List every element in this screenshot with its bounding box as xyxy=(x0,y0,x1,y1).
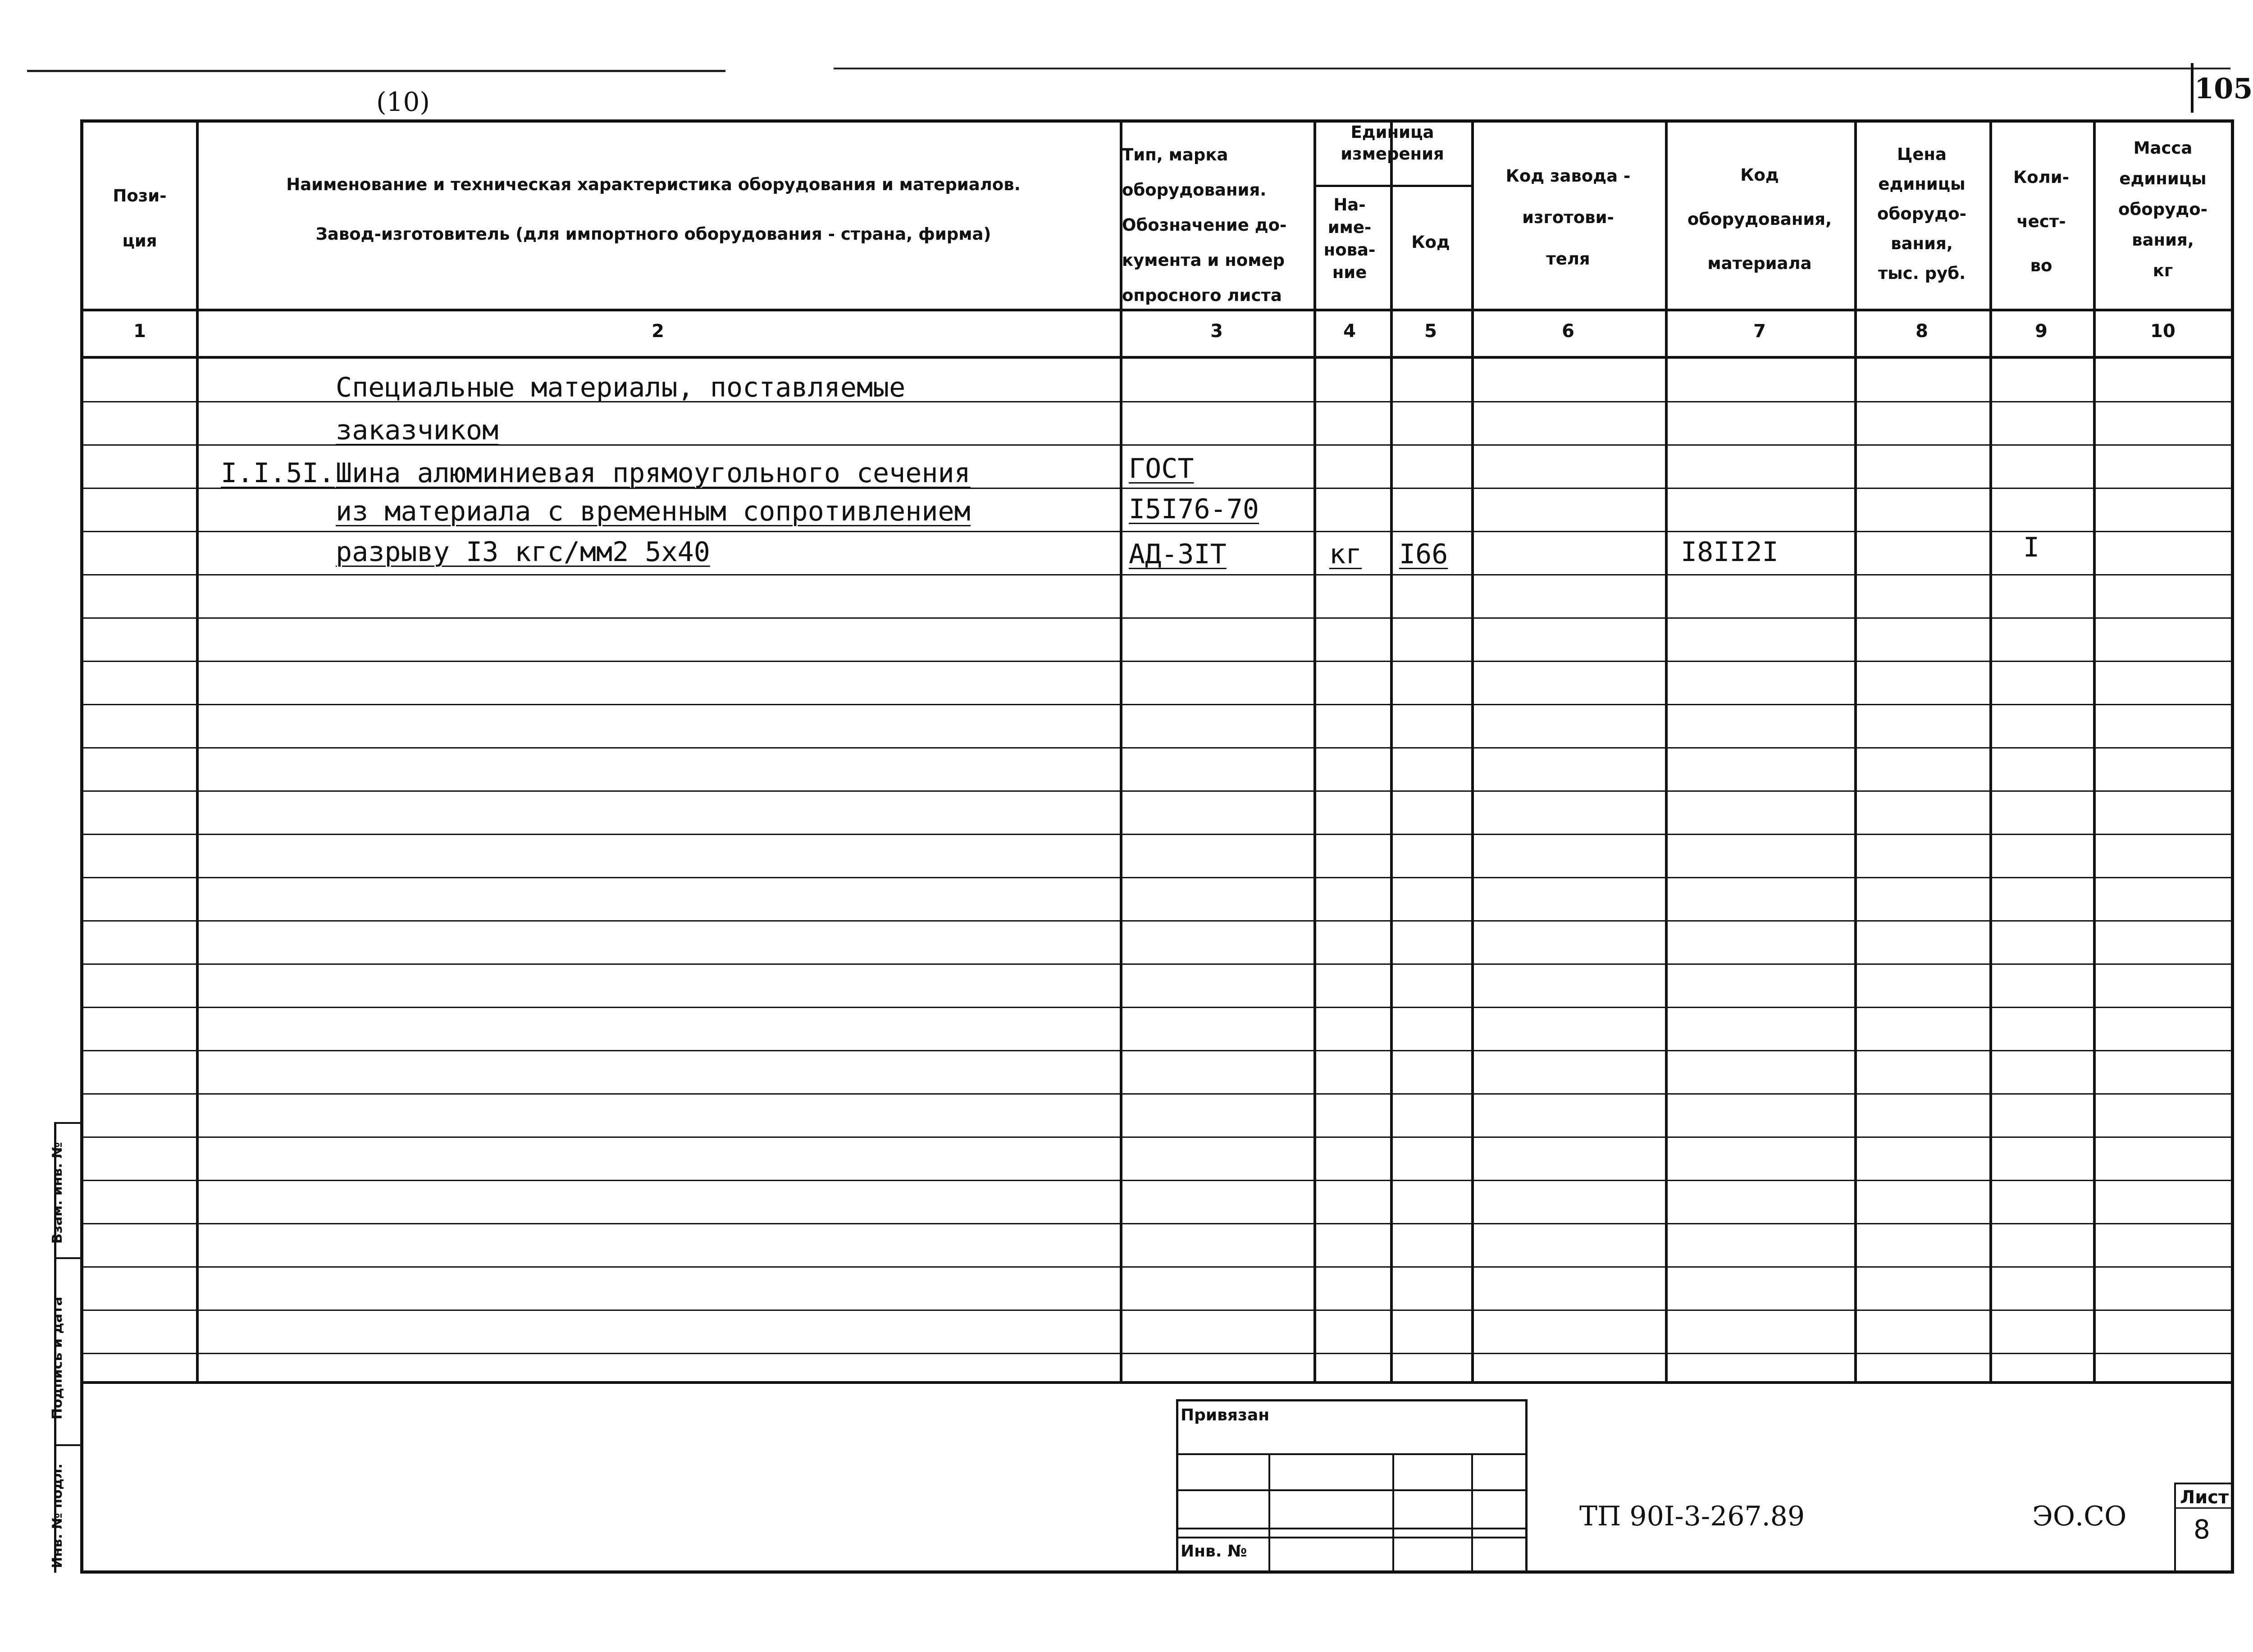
row-line xyxy=(83,1353,2233,1354)
side-label-original-inv: Инв. № подл. xyxy=(50,1463,65,1568)
sheet-box-top xyxy=(2174,1483,2233,1484)
row-line xyxy=(83,834,2233,835)
stamp-inv-label: Инв. № xyxy=(1181,1542,1247,1561)
column-line-6 xyxy=(1665,119,1668,1381)
stamp-tied-label: Привязан xyxy=(1181,1406,1270,1424)
header-plant-code: Код завода - изготови- теля xyxy=(1505,166,1631,269)
row-5-unit-code: I66 xyxy=(1399,538,1448,570)
header-position: Пози- ция xyxy=(113,186,167,251)
row-line xyxy=(83,1007,2233,1008)
margin-note: (10) xyxy=(376,87,430,117)
stamp-line-3 xyxy=(1176,1489,1528,1491)
row-5-material-code: I8II2I xyxy=(1681,536,1779,568)
col-number-9: 9 xyxy=(2035,321,2048,342)
row-line xyxy=(83,747,2233,748)
top-rule-right xyxy=(834,68,2230,69)
row-line xyxy=(83,531,2233,532)
col-number-2: 2 xyxy=(652,321,664,342)
row-1-name: Специальные материалы, поставляемые xyxy=(336,372,906,403)
row-5-name: разрыву I3 кгс/мм2 5х40 xyxy=(336,536,710,568)
stamp-col-3 xyxy=(1471,1453,1473,1573)
column-line-1 xyxy=(196,119,199,1381)
column-line-7 xyxy=(1854,119,1857,1381)
table-left-border xyxy=(80,119,83,1573)
row-5-quantity: I xyxy=(2023,532,2040,563)
col-number-1: 1 xyxy=(133,321,146,342)
row-line xyxy=(83,574,2233,575)
row-3-position: I.I.5I. xyxy=(221,457,335,489)
row-4-type: I5I76-70 xyxy=(1129,493,1259,525)
page-number: 105 xyxy=(2194,72,2253,105)
column-line-5 xyxy=(1471,119,1474,1381)
row-line xyxy=(83,963,2233,965)
header-price: Цена единицы оборудо- вания, тыс. руб. xyxy=(1877,145,1966,283)
header-unit-group: Единица измерения xyxy=(1341,123,1444,164)
row-line xyxy=(83,877,2233,878)
row-line xyxy=(83,1310,2233,1311)
row-2-name: заказчиком xyxy=(336,415,499,446)
header-material-code: Код оборудования, материала xyxy=(1687,165,1832,273)
row-line xyxy=(83,1223,2233,1224)
table-top-border xyxy=(80,119,2234,123)
row-line xyxy=(83,1266,2233,1268)
top-rule xyxy=(27,70,725,72)
table-bottom-border xyxy=(80,1570,2234,1574)
side-label-signature-date: Подпись и дата xyxy=(50,1296,65,1419)
col-number-3: 3 xyxy=(1210,321,1223,342)
row-3-name: Шина алюминиевая прямоугольного сечения xyxy=(336,457,971,489)
stamp-line-2 xyxy=(1176,1453,1528,1455)
header-type: Тип, марка оборудования. Обозначение до- кумента и номер опросного листа xyxy=(1122,145,1287,305)
stamp-right-line xyxy=(1525,1399,1528,1573)
number-row-line xyxy=(80,356,2234,359)
side-strip-div-1 xyxy=(54,1257,81,1259)
header-unit-name: На- име- нова- ние xyxy=(1323,195,1376,282)
row-line xyxy=(83,790,2233,792)
row-line xyxy=(83,1180,2233,1181)
row-line xyxy=(83,1093,2233,1095)
col-number-7: 7 xyxy=(1753,321,1766,342)
stamp-col-1 xyxy=(1268,1453,1270,1573)
row-line xyxy=(83,617,2233,619)
side-strip-div-2 xyxy=(54,1444,81,1446)
col-number-5: 5 xyxy=(1424,321,1437,342)
stamp-top-line xyxy=(1176,1399,1528,1401)
document-code: ТП 90I-3-267.89 xyxy=(1579,1501,1805,1532)
row-line xyxy=(83,1136,2233,1138)
row-line xyxy=(83,661,2233,662)
column-line-8 xyxy=(1989,119,1992,1381)
row-line xyxy=(83,1050,2233,1051)
row-5-type: АД-3IТ xyxy=(1129,538,1227,570)
header-quantity: Коли- чест- во xyxy=(2013,168,2070,275)
sheet-label: Лист xyxy=(2180,1487,2229,1508)
stamp-line-5 xyxy=(1176,1537,1528,1538)
sheet-code: ЭО.СО xyxy=(2032,1501,2127,1532)
row-3-type: ГОСТ xyxy=(1129,453,1194,484)
sheet-box-left xyxy=(2174,1483,2176,1573)
column-line-4 xyxy=(1390,119,1393,1381)
column-line-9 xyxy=(2093,119,2096,1381)
table-body-bottom xyxy=(80,1381,2234,1384)
header-name: Наименование и техническая характеристика оборудования и материалов. Завод-изготовитель (для импортного оборудования - страна, фирма) xyxy=(286,175,1021,244)
stamp-col-2 xyxy=(1392,1453,1394,1573)
header-mass: Масса единицы оборудо- вания, кг xyxy=(2118,138,2207,280)
row-5-unit: кг xyxy=(1329,538,1362,570)
col-number-8: 8 xyxy=(1916,321,1928,342)
sheet-number: 8 xyxy=(2194,1514,2210,1545)
stamp-line-4 xyxy=(1176,1528,1528,1529)
row-4-name: из материала с временным сопротивлением xyxy=(336,496,971,527)
stamp-left-line xyxy=(1176,1399,1178,1573)
row-line xyxy=(83,704,2233,705)
side-strip-top xyxy=(54,1122,81,1124)
corner-mark xyxy=(2191,63,2194,113)
col-number-10: 10 xyxy=(2150,321,2175,342)
row-line xyxy=(83,920,2233,922)
col-number-4: 4 xyxy=(1343,321,1356,342)
table-right-border xyxy=(2231,119,2234,1573)
header-unit-code: Код xyxy=(1411,233,1450,252)
column-line-3 xyxy=(1313,119,1316,1381)
col-number-6: 6 xyxy=(1562,321,1574,342)
side-label-replaced-inv: Взам. инв. № xyxy=(50,1142,65,1244)
